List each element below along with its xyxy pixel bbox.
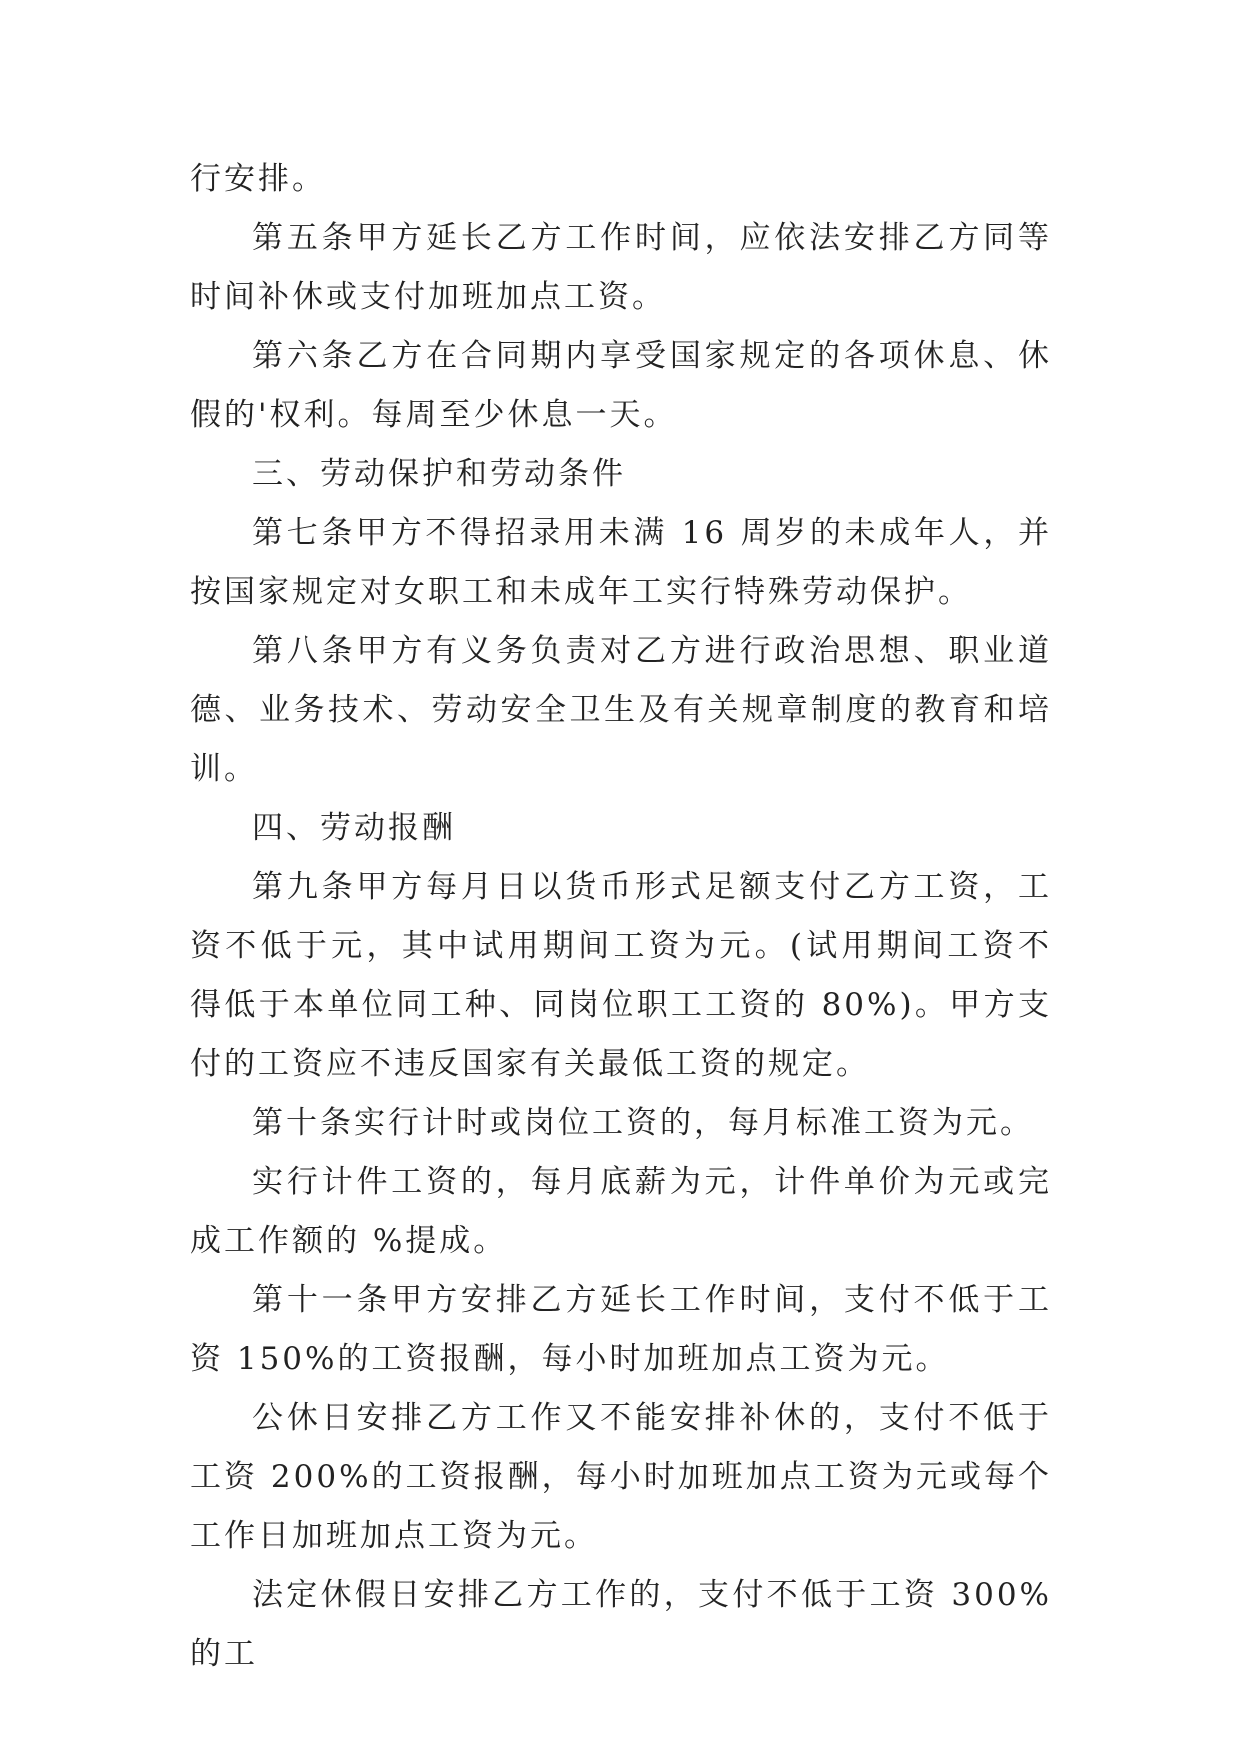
- section-heading: 四、劳动报酬: [252, 810, 456, 846]
- paragraph: 第十一条甲方安排乙方延长工作时间，支付不低于工资 150%的工资报酬，每小时加班加点工资为元。: [190, 1282, 1052, 1377]
- paragraph: 第十条实行计时或岗位工资的，每月标准工资为元。: [252, 1105, 1034, 1141]
- section-heading: 三、劳动保护和劳动条件: [252, 456, 626, 492]
- paragraph: 第七条甲方不得招录用未满 16 周岁的未成年人，并按国家规定对女职工和未成年工实行特殊劳动保护。: [190, 515, 1052, 610]
- paragraph: 第六条乙方在合同期内享受国家规定的各项休息、休假的'权利。每周至少休息一天。: [190, 338, 1052, 433]
- paragraph: 法定休假日安排乙方工作的，支付不低于工资 300%的工: [190, 1577, 1052, 1672]
- document-body: [190, 150, 1052, 1684]
- paragraph: 第九条甲方每月日以货币形式足额支付乙方工资，工资不低于元，其中试用期间工资为元。(试用期间工资不得低于本单位同工种、同岗位职工工资的 80%)。甲方支付的工资应不违反国家有关最低工资的规定。: [190, 869, 1052, 1082]
- paragraph: 行安排。: [190, 161, 326, 197]
- paragraph: 第五条甲方延长乙方工作时间，应依法安排乙方同等时间补休或支付加班加点工资。: [190, 220, 1052, 315]
- paragraph: 第八条甲方有义务负责对乙方进行政治思想、职业道德、业务技术、劳动安全卫生及有关规章制度的教育和培训。: [190, 633, 1052, 787]
- paragraph: 实行计件工资的，每月底薪为元，计件单价为元或完成工作额的 %提成。: [190, 1164, 1052, 1259]
- paragraph: 公休日安排乙方工作又不能安排补休的，支付不低于工资 200%的工资报酬，每小时加班加点工资为元或每个工作日加班加点工资为元。: [190, 1400, 1052, 1554]
